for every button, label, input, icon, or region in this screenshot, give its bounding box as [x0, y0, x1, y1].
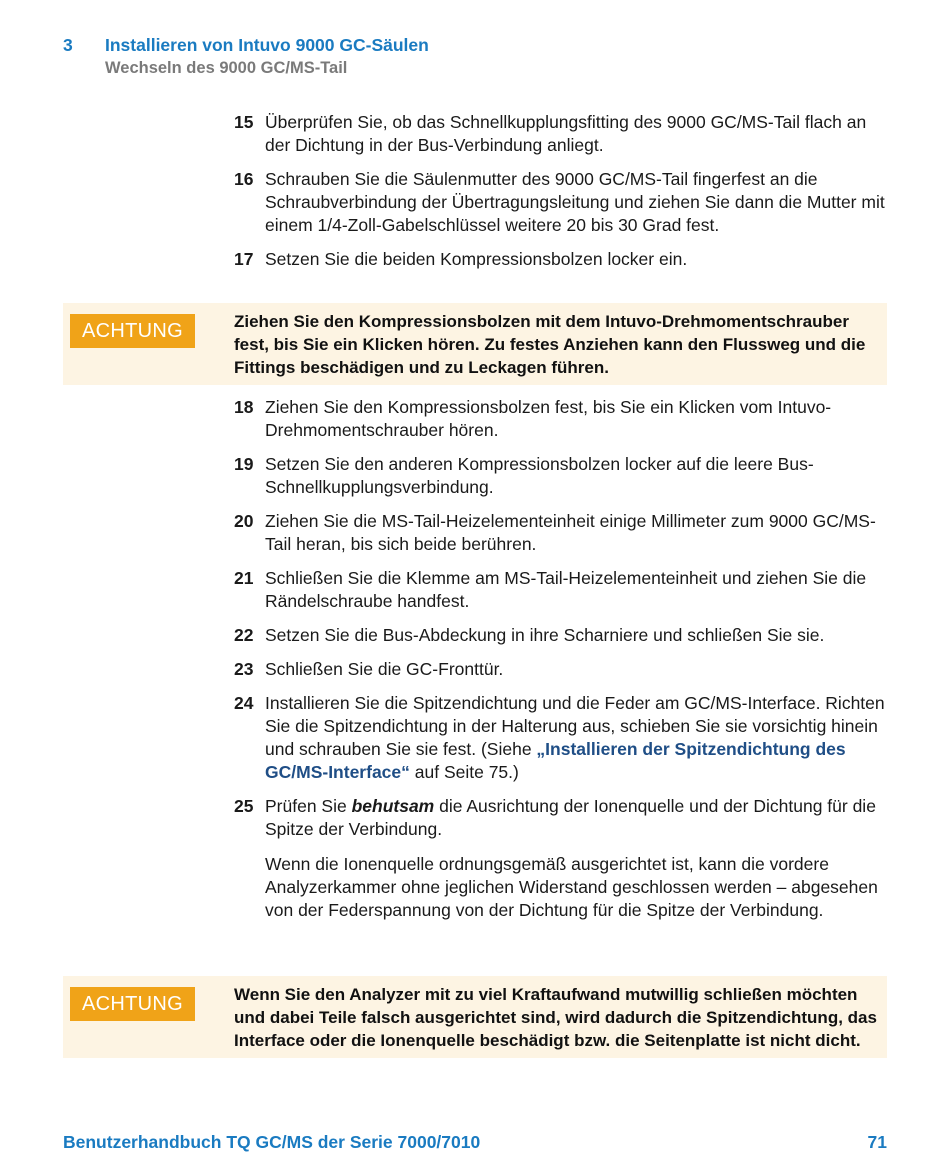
step-text: Setzen Sie die beiden Kompressionsbolzen locker ein. [265, 249, 688, 269]
cross-reference-link[interactable]: „Installieren der Spitzendichtung des GC/MS-Interface“ [265, 739, 846, 782]
list-item [234, 658, 889, 681]
list-item [234, 567, 889, 613]
list-item [234, 248, 889, 271]
step-text: Schließen Sie die Klemme am MS-Tail-Heizelementeinheit und ziehen Sie die Rändelschraube handfest. [265, 568, 867, 611]
caution-label: ACHTUNG [70, 987, 195, 1021]
step-number: 17 [234, 249, 254, 269]
step-number: 15 [234, 112, 254, 132]
step-note: Wenn die Ionenquelle ordnungsgemäß ausgerichtet ist, kann die vordere Analyzerkammer ohne jeglichen Widerstand geschlossen werden – abgesehen von der Federspannung von der Dichtung für die Spitze der Verbindung. [265, 854, 878, 920]
step-text [265, 795, 889, 841]
list-item [234, 396, 889, 442]
step-text [265, 692, 889, 784]
step-number: 19 [234, 454, 254, 474]
step-text: Setzen Sie den anderen Kompressionsbolzen locker auf die leere Bus-Schnellkupplungsverbindung. [265, 454, 814, 497]
caution-box [63, 976, 887, 1058]
chapter-title: Installieren von Intuvo 9000 GC-Säulen [105, 35, 429, 55]
step-number: 24 [234, 693, 254, 713]
step-text-part: auf Seite 75.) [409, 762, 519, 782]
caution-text: Ziehen Sie den Kompressionsbolzen mit dem Intuvo-Drehmomentschrauber fest, bis Sie ein Klicken hören. Zu festes Anziehen kann den Flussweg und die Fittings beschädigen und zu Leckagen führen. [234, 312, 866, 377]
section-title: Wechseln des 9000 GC/MS-Tail [105, 59, 348, 77]
step-text: Ziehen Sie die MS-Tail-Heizelementeinheit einige Millimeter zum 9000 GC/MS-Tail heran, bis sich beide berühren. [265, 511, 876, 554]
step-number: 23 [234, 659, 254, 679]
list-item [234, 453, 889, 499]
steps-group-b [234, 396, 889, 922]
step-text: Setzen Sie die Bus-Abdeckung in ihre Scharniere und schließen Sie sie. [265, 625, 825, 645]
manual-title: Benutzerhandbuch TQ GC/MS der Serie 7000/7010 [63, 1132, 481, 1152]
step-text: Überprüfen Sie, ob das Schnellkupplungsfitting des 9000 GC/MS-Tail flach an der Dichtung in der Bus-Verbindung anliegt. [265, 112, 867, 155]
emphasis-text: behutsam [351, 796, 435, 816]
list-item [234, 624, 889, 647]
list-item [234, 111, 889, 157]
caution-box [63, 303, 887, 385]
list-item [234, 510, 889, 556]
chapter-heading [63, 34, 429, 56]
step-number: 21 [234, 568, 254, 588]
list-item [234, 692, 889, 784]
step-number: 22 [234, 625, 254, 645]
caution-label: ACHTUNG [70, 314, 195, 348]
caution-text: Wenn Sie den Analyzer mit zu viel Kraftaufwand mutwillig schließen möchten und dabei Teile falsch ausgerichtet sind, wird dadurch die Spitzendichtung, das Interface oder die Ionenquelle beschädigt bzw. die Seitenplatte ist nicht dicht. [234, 985, 877, 1050]
step-text: Schließen Sie die GC-Fronttür. [265, 659, 504, 679]
page-number: 71 [867, 1132, 887, 1152]
steps-group-a [234, 111, 889, 282]
page-footer [63, 1130, 887, 1154]
page-header [63, 34, 429, 80]
step-text-part: die Ausrichtung der Ionenquelle und der Dichtung für die Spitze der Verbindung. [265, 796, 876, 839]
step-number: 18 [234, 397, 254, 417]
step-text-part: Prüfen Sie [265, 796, 352, 816]
list-item [234, 795, 889, 841]
step-text: Ziehen Sie den Kompressionsbolzen fest, bis Sie ein Klicken vom Intuvo-Drehmomentschrauber hören. [265, 397, 832, 440]
list-item [234, 168, 889, 237]
step-number: 20 [234, 511, 254, 531]
chapter-number: 3 [63, 35, 73, 55]
step-text: Schrauben Sie die Säulenmutter des 9000 GC/MS-Tail fingerfest an die Schraubverbindung der Übertragungsleitung und ziehen Sie dann die Mutter mit einem 1/4-Zoll-Gabelschlüssel weitere 20 bis 30 Grad fest. [265, 169, 885, 235]
step-number: 16 [234, 169, 254, 189]
step-text-part: Installieren Sie die Spitzendichtung und die Feder am GC/MS-Interface. Richten Sie die Spitzendichtung in der Halterung aus, schieben Sie sie vorsichtig hinein und schrauben Sie sie fest. (Siehe [265, 693, 885, 759]
step-number: 25 [234, 796, 254, 816]
